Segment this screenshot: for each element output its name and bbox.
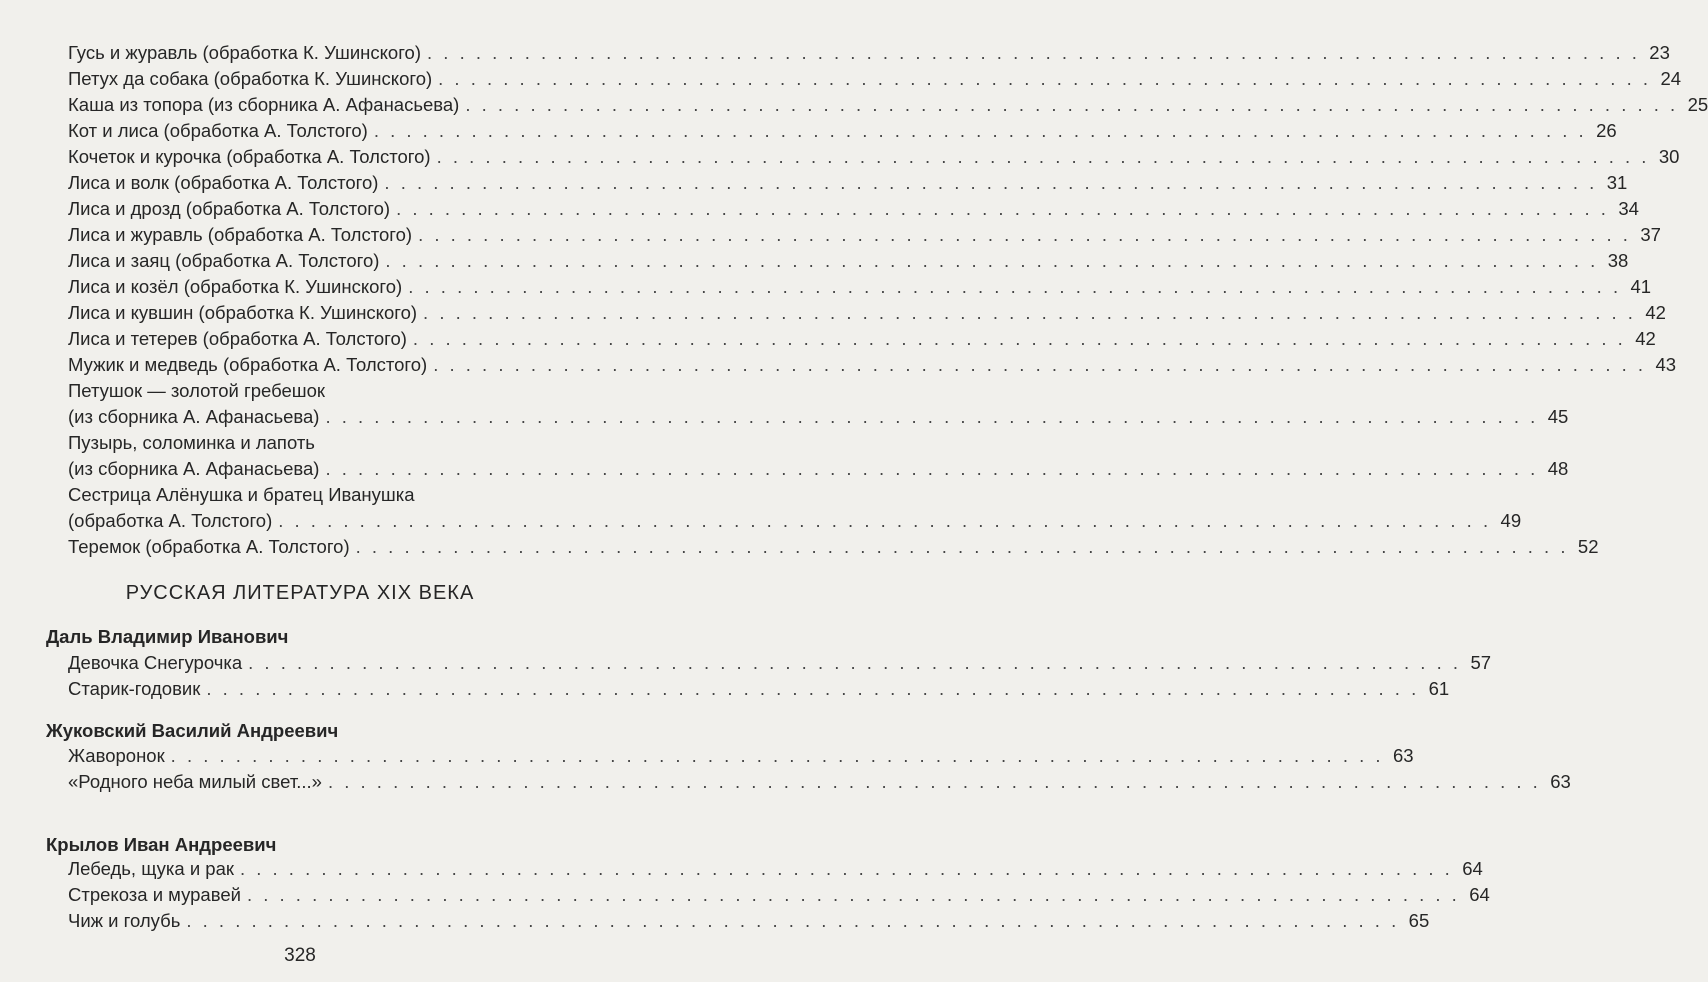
dot-leader: . . . . . . . . . . . . . . . . . . . . . . . . . . . . . . . . . . . . . . . . . . . . . . . . . . . . . . . . . . . . . . . . . . . . . . . . . . . (418, 224, 1631, 245)
entry-title: Петушок — золотой гребешок (68, 380, 325, 401)
dot-leader: . . . . . . . . . . . . . . . . . . . . . . . . . . . . . . . . . . . . . . . . . . . . . . . . . . . . . . . . . . . . . . . . . . . . . . . . . . . (408, 276, 1622, 297)
toc-entry (68, 118, 1617, 144)
entry-page-number: 42 (1645, 302, 1666, 323)
entry-title: Каша из топора (из сборника А. Афанасьева) (68, 94, 460, 115)
dot-leader: . . . . . . . . . . . . . . . . . . . . . . . . . . . . . . . . . . . . . . . . . . . . . . . . . . . . . . . . . . . . . . . . . . . . . . . . . . . (373, 120, 1587, 141)
entry-page-number: 64 (1469, 884, 1490, 905)
dot-leader: . . . . . . . . . . . . . . . . . . . . . . . . . . . . . . . . . . . . . . . . . . . . . . . . . . . . . . . . . . . . . . . . . . . . . . . . . . . (423, 302, 1636, 323)
toc-entry (68, 40, 1670, 66)
page-number: 328 (284, 945, 316, 966)
dot-leader: . . . . . . . . . . . . . . . . . . . . . . . . . . . . . . . . . . . . . . . . . . . . . . . . . . . . . . . . . . . . . . . . . . . . . . . . . . . (384, 172, 1598, 193)
entry-page-number: 45 (1547, 406, 1569, 427)
author-heading: Крылов Иван Андреевич (46, 834, 277, 855)
entry-page-number: 34 (1618, 198, 1639, 219)
toc-entry (68, 676, 1450, 702)
entry-page-number: 42 (1635, 328, 1656, 349)
entry-page-number: 63 (1550, 771, 1571, 792)
dot-leader: . . . . . . . . . . . . . . . . . . . . . . . . . . . . . . . . . . . . . . . . . . . . . . . . . . . . . . . . . . . . . . . . . . . . . . . . . . . (325, 406, 1539, 427)
dot-leader: . . . . . . . . . . . . . . . . . . . . . . . . . . . . . . . . . . . . . . . . . . . . . . . . . . . . . . . . . . . . . . . . . . . . . . . . . . . (438, 68, 1652, 89)
entry-page-number: 38 (1607, 250, 1629, 271)
toc-entry (68, 430, 1569, 482)
entry-page-number: 49 (1500, 510, 1522, 531)
dot-leader: . . . . . . . . . . . . . . . . . . . . . . . . . . . . . . . . . . . . . . . . . . . . . . . . . . . . . . . . . . . . . . . . . . . . . . . . . . . (433, 354, 1647, 375)
entry-page-number: 24 (1660, 68, 1682, 89)
works-list (68, 650, 1492, 702)
entry-title: Лебедь, щука и рак (68, 858, 234, 879)
entry-title: Старик-годовик (68, 678, 201, 699)
entry-page-number: 41 (1630, 276, 1652, 297)
toc-entry (68, 650, 1492, 676)
dot-leader: . . . . . . . . . . . . . . . . . . . . . . . . . . . . . . . . . . . . . . . . . . . . . . . . . . . . . . . . . . . . . . . . . . . . . . . . . . . (278, 510, 1492, 531)
dot-leader: . . . . . . . . . . . . . . . . . . . . . . . . . . . . . . . . . . . . . . . . . . . . . . . . . . . . . . . . . . . . . . . . . . . . . . . . . . . (436, 146, 1650, 167)
dot-leader: . . . . . . . . . . . . . . . . . . . . . . . . . . . . . . . . . . . . . . . . . . . . . . . . . . . . . . . . . . . . . . . . . . . . . . . . . . . (396, 198, 1609, 219)
toc-entry (68, 769, 1571, 795)
dot-leader: . . . . . . . . . . . . . . . . . . . . . . . . . . . . . . . . . . . . . . . . . . . . . . . . . . . . . . . . . . . . . . . . . . . . . . . . . . . (325, 458, 1539, 479)
dot-leader: . . . . . . . . . . . . . . . . . . . . . . . . . . . . . . . . . . . . . . . . . . . . . . . . . . . . . . . . . . . . . . . . . . . . . . . . . . . (427, 42, 1640, 63)
dot-leader: . . . . . . . . . . . . . . . . . . . . . . . . . . . . . . . . . . . . . . . . . . . . . . . . . . . . . . . . . . . . . . . . . . . . . . . . . . . (355, 536, 1569, 557)
entry-title: Теремок (обработка А. Толстого) (68, 536, 350, 557)
toc-entry (68, 144, 1680, 170)
entry-page-number: 37 (1640, 224, 1661, 245)
entry-title: (обработка А. Толстого) (68, 510, 273, 531)
dot-leader: . . . . . . . . . . . . . . . . . . . . . . . . . . . . . . . . . . . . . . . . . . . . . . . . . . . . . . . . . . . . . . . . . . . . . . . . . . . (385, 250, 1599, 271)
toc-entry (68, 170, 1628, 196)
entry-page-number: 48 (1547, 458, 1569, 479)
entry-page-number: 23 (1649, 42, 1670, 63)
dot-leader: . . . . . . . . . . . . . . . . . . . . . . . . . . . . . . . . . . . . . . . . . . . . . . . . . . . . . . . . . . . . . . . . . . . . . . . . . . . (246, 884, 1460, 905)
entry-title: Лиса и журавль (обработка А. Толстого) (68, 224, 413, 245)
toc-entry (68, 222, 1661, 248)
toc-entry (68, 482, 1522, 534)
entry-title: «Родного неба милый свет...» (68, 771, 322, 792)
entry-title: Лиса и кувшин (обработка К. Ушинского) (68, 302, 418, 323)
entry-page-number: 43 (1655, 354, 1677, 375)
entry-title: Гусь и журавль (обработка К. Ушинского) (68, 42, 422, 63)
entry-page-number: 26 (1596, 120, 1617, 141)
entry-title: Пузырь, соломинка и лапоть (68, 432, 315, 453)
toc-entry (68, 248, 1629, 274)
toc-entry (68, 92, 1708, 118)
entry-page-number: 30 (1658, 146, 1680, 167)
dot-leader: . . . . . . . . . . . . . . . . . . . . . . . . . . . . . . . . . . . . . . . . . . . . . . . . . . . . . . . . . . . . . . . . . . . . . . . . . . . (465, 94, 1679, 115)
entry-title: Сестрица Алёнушка и братец Иванушка (68, 484, 415, 505)
entry-title: Лиса и дрозд (обработка А. Толстого) (68, 198, 391, 219)
toc-entry (68, 352, 1677, 378)
entry-title: Мужик и медведь (обработка А. Толстого) (68, 354, 428, 375)
dot-leader: . . . . . . . . . . . . . . . . . . . . . . . . . . . . . . . . . . . . . . . . . . . . . . . . . . . . . . . . . . . . . . . . . . . . . . . . . . . (248, 652, 1462, 673)
entry-title: Стрекоза и муравей (68, 884, 241, 905)
toc-entry (68, 326, 1656, 352)
entry-title: Петух да собака (обработка К. Ушинского) (68, 68, 433, 89)
author-heading: Даль Владимир Иванович (46, 626, 289, 647)
entry-page-number: 61 (1428, 678, 1450, 699)
table-of-contents (68, 40, 1708, 560)
dot-leader: . . . . . . . . . . . . . . . . . . . . . . . . . . . . . . . . . . . . . . . . . . . . . . . . . . . . . . . . . . . . . . . . . . . . . . . . . . . (412, 328, 1626, 349)
entry-page-number: 65 (1408, 910, 1430, 931)
entry-title: Жаворонок (68, 745, 165, 766)
entry-title: Девочка Снегурочка (68, 652, 243, 673)
entry-page-number: 31 (1606, 172, 1628, 193)
dot-leader: . . . . . . . . . . . . . . . . . . . . . . . . . . . . . . . . . . . . . . . . . . . . . . . . . . . . . . . . . . . . . . . . . . . . . . . . . . . (327, 771, 1541, 792)
toc-entry (68, 882, 1490, 908)
works-list (68, 856, 1490, 934)
works-list (68, 743, 1571, 795)
author-heading: Жуковский Василий Андреевич (46, 720, 339, 741)
toc-entry (68, 908, 1430, 934)
entry-title: Чиж и голубь (68, 910, 181, 931)
entry-title: Лиса и заяц (обработка А. Толстого) (68, 250, 380, 271)
toc-entry (68, 300, 1666, 326)
entry-page-number: 57 (1470, 652, 1492, 673)
toc-entry (68, 66, 1682, 92)
dot-leader: . . . . . . . . . . . . . . . . . . . . . . . . . . . . . . . . . . . . . . . . . . . . . . . . . . . . . . . . . . . . . . . . . . . . . . . . . . . (170, 745, 1384, 766)
toc-entry (68, 196, 1639, 222)
entry-title: (из сборника А. Афанасьева) (68, 406, 320, 427)
toc-entry (68, 534, 1599, 560)
toc-entry (68, 274, 1652, 300)
entry-page-number: 64 (1462, 858, 1483, 879)
entry-title: Лиса и волк (обработка А. Толстого) (68, 172, 379, 193)
entry-page-number: 63 (1392, 745, 1414, 766)
entry-title: Кочеток и курочка (обработка А. Толстого) (68, 146, 431, 167)
entry-title: Лиса и тетерев (обработка А. Толстого) (68, 328, 407, 349)
toc-entry (68, 856, 1483, 882)
dot-leader: . . . . . . . . . . . . . . . . . . . . . . . . . . . . . . . . . . . . . . . . . . . . . . . . . . . . . . . . . . . . . . . . . . . . . . . . . . . (239, 858, 1453, 879)
dot-leader: . . . . . . . . . . . . . . . . . . . . . . . . . . . . . . . . . . . . . . . . . . . . . . . . . . . . . . . . . . . . . . . . . . . . . . . . . . . (206, 678, 1420, 699)
section-heading: РУССКАЯ ЛИТЕРАТУРА XIX ВЕКА (125, 582, 475, 604)
entry-page-number: 25 (1687, 94, 1708, 115)
entry-title: Лиса и козёл (обработка К. Ушинского) (68, 276, 403, 297)
entry-page-number: 52 (1577, 536, 1599, 557)
entry-title: (из сборника А. Афанасьева) (68, 458, 320, 479)
entry-title: Кот и лиса (обработка А. Толстого) (68, 120, 368, 141)
toc-entry (68, 378, 1569, 430)
toc-entry (68, 743, 1414, 769)
dot-leader: . . . . . . . . . . . . . . . . . . . . . . . . . . . . . . . . . . . . . . . . . . . . . . . . . . . . . . . . . . . . . . . . . . . . . . . . . . . (186, 910, 1400, 931)
